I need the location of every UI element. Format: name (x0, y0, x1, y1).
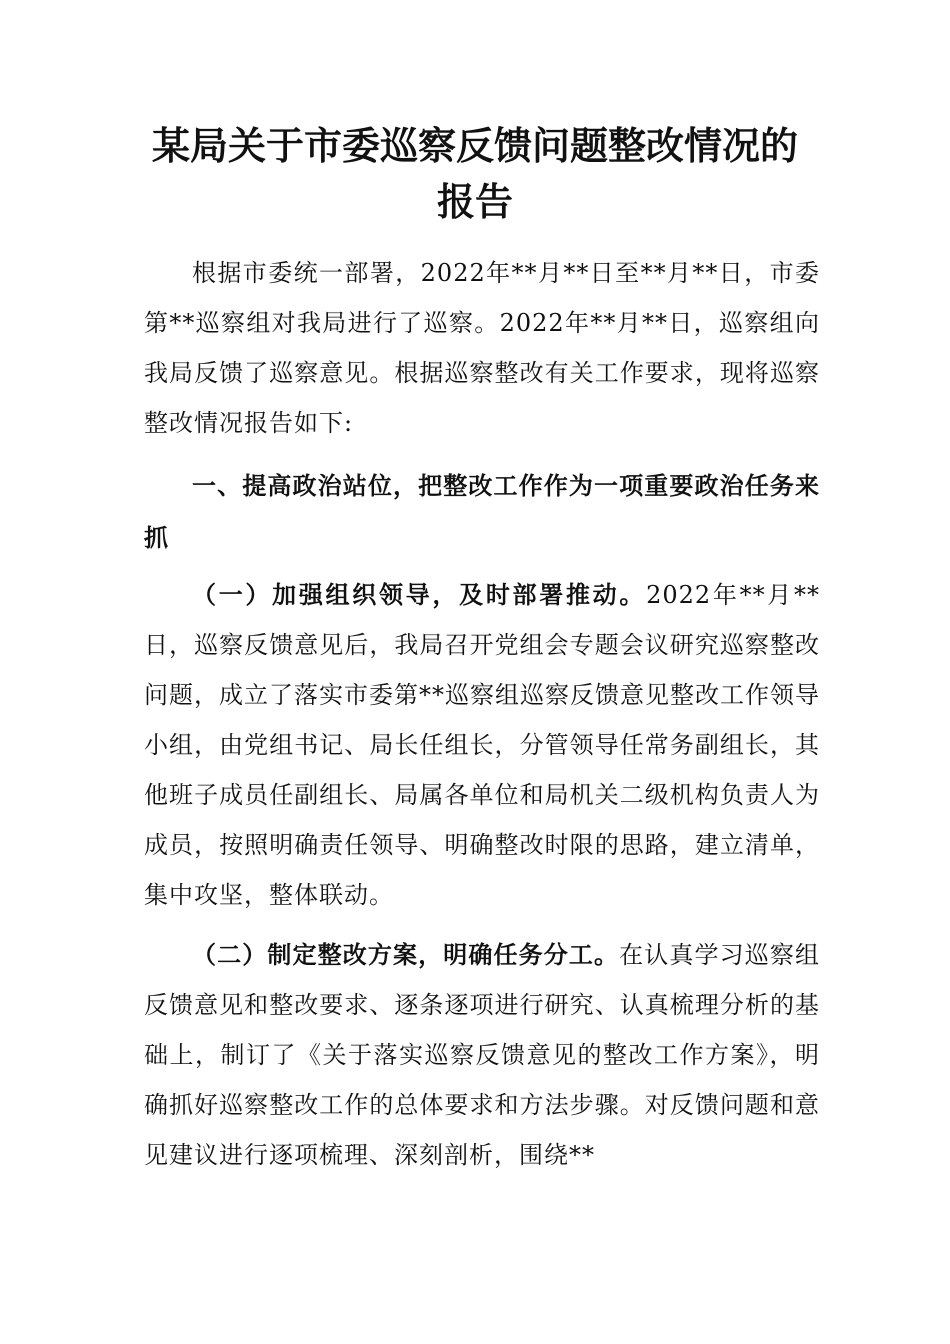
section-paragraph-1 (144, 570, 820, 920)
section-paragraph-2 (144, 930, 820, 1180)
paragraph-lead-2: （二）制定整改方案，明确任务分工。 (192, 940, 620, 969)
document-title: 某局关于市委巡察反馈问题整改情况的报告 (151, 123, 798, 224)
intro-paragraph: 根据市委统一部署，2022年**月**日至**月**日，市委第**巡察组对我局进行了巡察。2022年**月**日，巡察组向我局反馈了巡察意见。根据巡察整改有关工作要求，现将巡察整改情况报告如下: (144, 259, 820, 437)
section-heading: 一、提高政治站位，把整改工作作为一项重要政治任务来抓 (144, 471, 820, 552)
paragraph-lead-1: （一）加强组织领导，及时部署推动。 (192, 580, 647, 609)
paragraph-text-2: 在认真学习巡察组反馈意见和整改要求、逐条逐项进行研究、认真梳理分析的基础上，制订了《关于落实巡察反馈意见的整改工作方案》，明确抓好巡察整改工作的总体要求和方法步骤。对反馈问题和意见建议进行逐项梳理、深刻剖析，围绕** (144, 941, 820, 1169)
paragraph-text-1: 2022年**月**日，巡察反馈意见后，我局召开党组会专题会议研究巡察整改问题，成立了落实市委第**巡察组巡察反馈意见整改工作领导小组，由党组书记、局长任组长，分管领导任常务副组长，其他班子成员任副组长、局属各单位和局机关二级机构负责人为成员，按照明确责任领导、明确整改时限的思路，建立清单，集中攻坚，整体联动。 (144, 581, 821, 909)
